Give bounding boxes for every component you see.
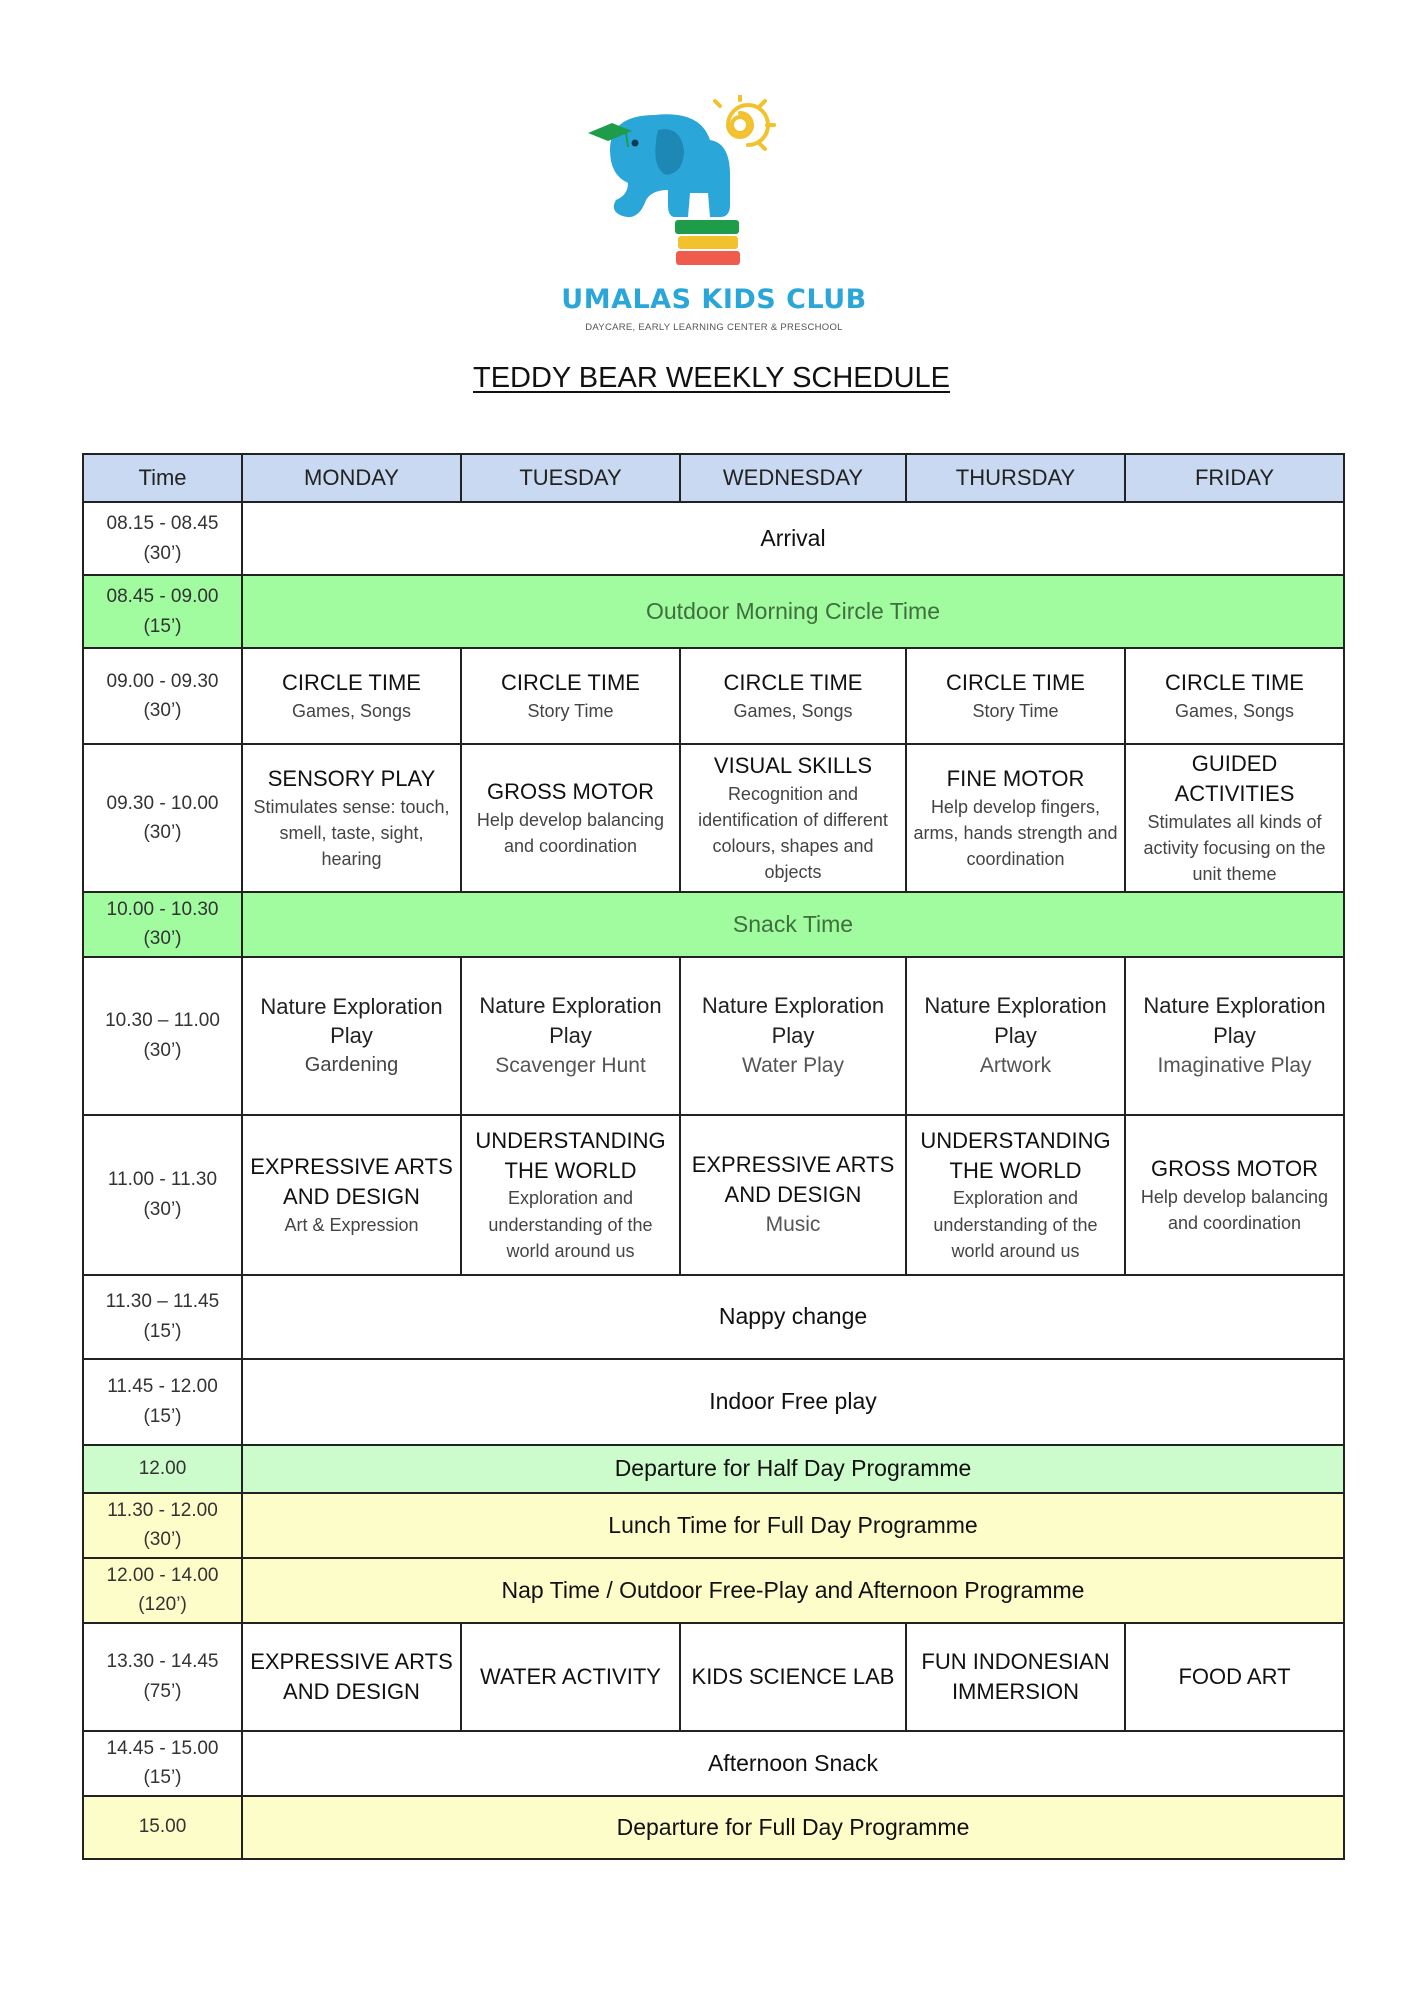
activity-cell: Nature Exploration Play Artwork	[906, 957, 1125, 1115]
time-cell: 11.30 – 11.45 (15’)	[83, 1275, 242, 1359]
activity-cell: Nature Exploration Play Gardening	[242, 957, 461, 1115]
table-row	[83, 575, 1344, 648]
time-cell: 13.30 - 14.45 (75’)	[83, 1623, 242, 1731]
activity-cell: WATER ACTIVITY	[461, 1623, 680, 1731]
activity-cell: CIRCLE TIME Story Time	[906, 648, 1125, 744]
activity-cell: UNDERSTANDING THE WORLD Exploration and understanding of the world around us	[906, 1115, 1125, 1275]
table-row	[83, 1493, 1344, 1558]
weekly-schedule-table	[82, 453, 1345, 1860]
activity-cell: EXPRESSIVE ARTS AND DESIGN Art & Expression	[242, 1115, 461, 1275]
full-day-departure-band: Departure for Full Day Programme	[242, 1796, 1344, 1859]
time-cell: 11.30 - 12.00 (30’)	[83, 1493, 242, 1558]
header-day: MONDAY	[242, 454, 461, 502]
nappy-band: Nappy change	[242, 1275, 1344, 1359]
page-title: TEDDY BEAR WEEKLY SCHEDULE	[472, 362, 951, 394]
activity-cell: GROSS MOTOR Help develop balancing and coordination	[1125, 1115, 1344, 1275]
outdoor-circle-band: Outdoor Morning Circle Time	[242, 575, 1344, 648]
activity-cell: Nature Exploration Play Scavenger Hunt	[461, 957, 680, 1115]
activity-cell: KIDS SCIENCE LAB	[680, 1623, 906, 1731]
time-cell: 12.00 - 14.00 (120’)	[83, 1558, 242, 1623]
time-cell: 10.30 – 11.00 (30’)	[83, 957, 242, 1115]
snack-band: Snack Time	[242, 892, 1344, 957]
time-cell: 11.45 - 12.00 (15’)	[83, 1359, 242, 1445]
activity-cell: UNDERSTANDING THE WORLD Exploration and understanding of the world around us	[461, 1115, 680, 1275]
lunch-band: Lunch Time for Full Day Programme	[242, 1493, 1344, 1558]
table-row	[83, 1731, 1344, 1796]
activity-cell: CIRCLE TIME Games, Songs	[242, 648, 461, 744]
activity-cell: GROSS MOTOR Help develop balancing and coordination	[461, 744, 680, 892]
activity-cell: GUIDED ACTIVITIES Stimulates all kinds of activity focusing on the unit theme	[1125, 744, 1344, 892]
time-cell: 09.00 - 09.30 (30’)	[83, 648, 242, 744]
activity-cell: VISUAL SKILLS Recognition and identification of different colours, shapes and objects	[680, 744, 906, 892]
header-time: Time	[83, 454, 242, 502]
table-row	[83, 744, 1344, 892]
activity-cell: CIRCLE TIME Games, Songs	[680, 648, 906, 744]
time-cell: 09.30 - 10.00 (30’)	[83, 744, 242, 892]
table-row	[83, 1623, 1344, 1731]
time-cell: 15.00	[83, 1796, 242, 1859]
table-row	[83, 1445, 1344, 1493]
time-cell: 12.00	[83, 1445, 242, 1493]
activity-cell: CIRCLE TIME Story Time	[461, 648, 680, 744]
table-row	[83, 1796, 1344, 1859]
header-row	[83, 454, 1344, 502]
activity-cell: SENSORY PLAY Stimulates sense: touch, smell, taste, sight, hearing	[242, 744, 461, 892]
header-day: THURSDAY	[906, 454, 1125, 502]
header-day: WEDNESDAY	[680, 454, 906, 502]
table-row	[83, 1275, 1344, 1359]
arrival-band: Arrival	[242, 502, 1344, 575]
activity-cell: FOOD ART	[1125, 1623, 1344, 1731]
activity-cell: FUN INDONESIAN IMMERSION	[906, 1623, 1125, 1731]
time-cell: 08.15 - 08.45 (30’)	[83, 502, 242, 575]
header-day: TUESDAY	[461, 454, 680, 502]
time-cell: 11.00 - 11.30 (30’)	[83, 1115, 242, 1275]
activity-cell: Nature Exploration Play Water Play	[680, 957, 906, 1115]
header-day: FRIDAY	[1125, 454, 1344, 502]
logo-name: UMALAS KIDS CLUB	[561, 284, 867, 315]
table-row	[83, 648, 1344, 744]
table-row	[83, 957, 1344, 1115]
sun-icon	[715, 95, 774, 149]
nap-band: Nap Time / Outdoor Free-Play and Afternoon Programme	[242, 1558, 1344, 1623]
activity-cell: FINE MOTOR Help develop fingers, arms, hands strength and coordination	[906, 744, 1125, 892]
time-cell: 10.00 - 10.30 (30’)	[83, 892, 242, 957]
activity-cell: CIRCLE TIME Games, Songs	[1125, 648, 1344, 744]
table-row	[83, 1115, 1344, 1275]
table-row	[83, 502, 1344, 575]
activity-cell: EXPRESSIVE ARTS AND DESIGN Music	[680, 1115, 906, 1275]
table-row	[83, 892, 1344, 957]
table-row	[83, 1558, 1344, 1623]
books-icon	[675, 220, 740, 265]
free-play-band: Indoor Free play	[242, 1359, 1344, 1445]
half-day-departure-band: Departure for Half Day Programme	[242, 1445, 1344, 1493]
time-cell: 08.45 - 09.00 (15’)	[83, 575, 242, 648]
time-cell: 14.45 - 15.00 (15’)	[83, 1731, 242, 1796]
activity-cell: EXPRESSIVE ARTS AND DESIGN	[242, 1623, 461, 1731]
afternoon-snack-band: Afternoon Snack	[242, 1731, 1344, 1796]
table-row	[83, 1359, 1344, 1445]
logo-tagline: DAYCARE, EARLY LEARNING CENTER & PRESCHOOL	[585, 322, 843, 333]
activity-cell: Nature Exploration Play Imaginative Play	[1125, 957, 1344, 1115]
